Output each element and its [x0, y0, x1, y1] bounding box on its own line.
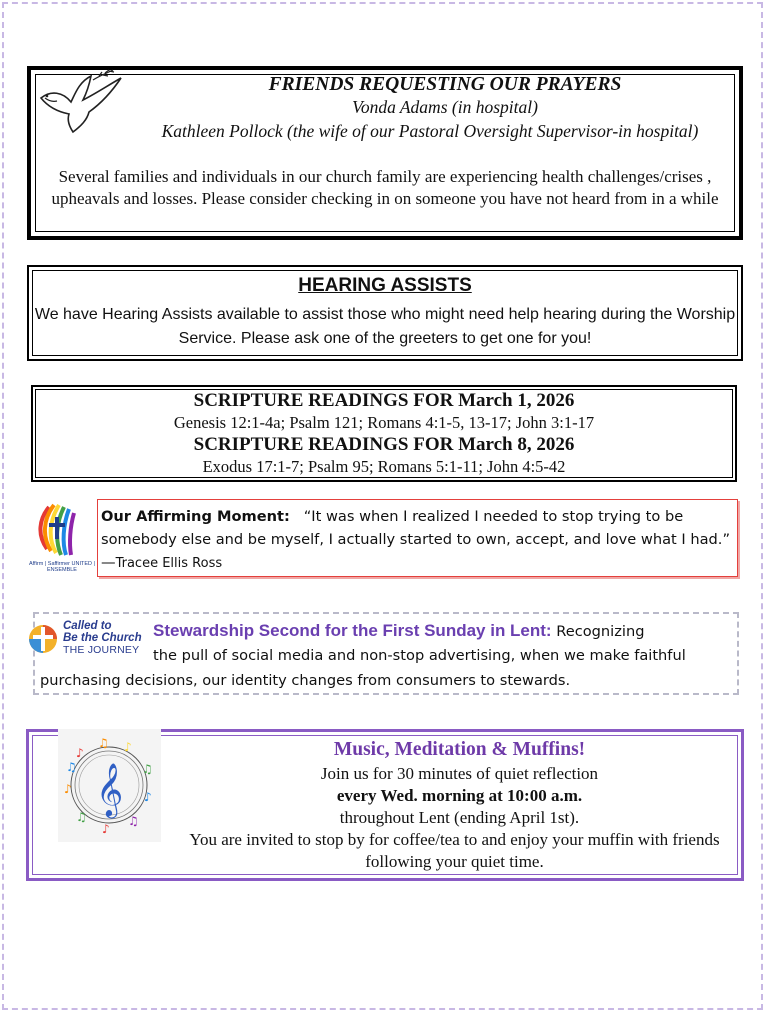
- svg-text:♫: ♫: [76, 810, 87, 824]
- music-line-3: throughout Lent (ending April 1st).: [339, 808, 580, 827]
- dove-icon: [33, 68, 128, 143]
- prayers-title: FRIENDS REQUESTING OUR PRAYERS: [268, 74, 622, 95]
- stewardship-title: Stewardship Second for the First Sunday in Lent:: [153, 621, 552, 640]
- scripture-box: [31, 385, 737, 482]
- svg-text:♪: ♪: [102, 822, 110, 836]
- affirming-label: Our Affirming Moment:: [101, 508, 290, 525]
- treble-clef-icon: [58, 729, 161, 842]
- stewardship-line-1: [153, 620, 733, 643]
- affirm-logo-caption: Affirm | Saffirmer UNITED | ENSEMBLE: [29, 561, 95, 573]
- stewardship-text-2: the pull of social media and non-stop advertising, when we make faithful: [153, 647, 686, 664]
- music-notes-wreath: [58, 729, 161, 842]
- scripture-readings-1: Genesis 12:1-4a; Psalm 121; Romans 4:1-5, 13-17; John 3:1-17: [173, 413, 595, 432]
- svg-text:♪: ♪: [76, 746, 84, 760]
- scripture-title-2: SCRIPTURE READINGS FOR March 8, 2026: [193, 434, 575, 455]
- music-line-1: Join us for 30 minutes of quiet reflection: [320, 764, 599, 783]
- affirm-rainbow-icon: [29, 499, 95, 559]
- svg-text:♪: ♪: [64, 782, 72, 796]
- svg-text:♪: ♪: [144, 790, 152, 804]
- svg-text:𝄞: 𝄞: [96, 762, 124, 816]
- affirming-quote: “It was when I realized I needed to stop trying to be somebody else and be myself, I actually started to own, accept, and love what I had.” —: [101, 508, 731, 571]
- scripture-readings-2: Exodus 17:1-7; Psalm 95; Romans 5:1-11; John 4:5-42: [202, 457, 566, 476]
- svg-text:♫: ♫: [98, 736, 109, 750]
- hearing-title: HEARING ASSISTS: [298, 275, 472, 296]
- scripture-title-1: SCRIPTURE READINGS FOR March 1, 2026: [193, 390, 575, 411]
- hearing-body: We have Hearing Assists available to assist those who might need help hearing during the Worship Service. Please ask one of the greeters to get one for you!: [34, 306, 736, 347]
- stewardship-text-1: Recognizing: [551, 623, 645, 640]
- called-to-be-church-logo: [27, 619, 147, 661]
- logo-line-1: Called to: [63, 620, 112, 632]
- affirming-box: [97, 499, 738, 577]
- prayer-name-2: Kathleen Pollock (the wife of our Pastoral Oversight Supervisor-in hospital): [161, 121, 699, 141]
- cross-globe-icon: [27, 623, 59, 655]
- logo-line-2: Be the Church: [63, 632, 142, 644]
- prayer-name-1: Vonda Adams (in hospital): [352, 97, 538, 117]
- music-title: Music, Meditation & Muffins!: [333, 739, 586, 760]
- svg-text:♫: ♫: [142, 762, 153, 776]
- music-line-4: You are invited to stop by for coffee/tea to and enjoy your muffin with friends following your quiet time.: [189, 830, 720, 871]
- svg-text:♪: ♪: [124, 740, 132, 754]
- prayers-body: Several families and individuals in our church family are experiencing health challenges/crises , upheavals and losses. Please consider checking in on someone you have not heard from in a while: [51, 167, 719, 208]
- hearing-box: [27, 265, 743, 361]
- svg-text:♫: ♫: [128, 814, 139, 828]
- music-line-2: every Wed. morning at 10:00 a.m.: [336, 786, 583, 805]
- affirm-logo: [29, 499, 95, 573]
- stewardship-text-3: purchasing decisions, our identity changes from consumers to stewards.: [40, 672, 571, 689]
- logo-line-3: THE JOURNEY: [63, 644, 140, 656]
- affirming-author: Tracee Ellis Ross: [115, 556, 223, 571]
- svg-text:♫: ♫: [66, 760, 77, 774]
